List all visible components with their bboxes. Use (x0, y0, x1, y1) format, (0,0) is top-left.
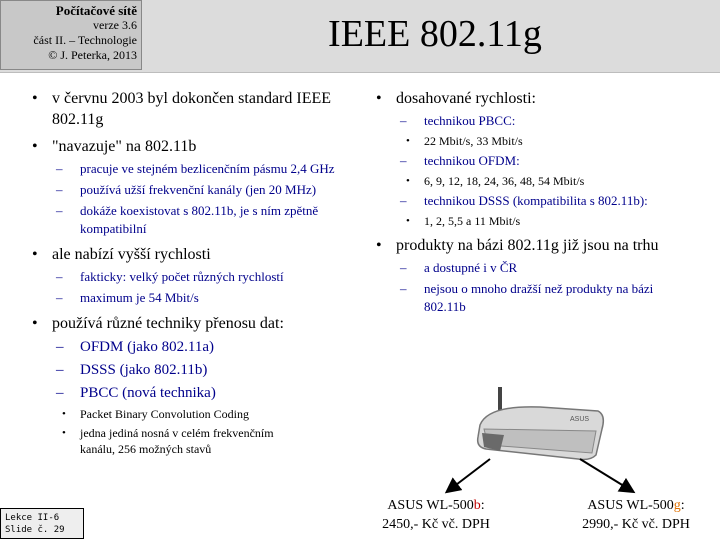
sub-bullet: – a dostupné i v ČR (396, 259, 692, 277)
bullet-speeds: • ale nabízí vyšší rychlosti – fakticky: velký počet různých rychlostí – maximum je 54 Mbit/s (28, 244, 348, 307)
slide-title: IEEE 802.11g (328, 13, 542, 55)
sub-bullet: – dokáže koexistovat s 802.11b, je s ním zpětně kompatibilní (52, 202, 348, 238)
slide-number: Slide č. 29 (5, 525, 65, 535)
sub-sub-bullet: • 1, 2, 5,5 a 11 Mbit/s (396, 213, 692, 229)
sub-sub-bullet: • 22 Mbit/s, 33 Mbit/s (396, 133, 692, 149)
sub-bullet: – technikou PBCC: (396, 112, 692, 130)
sub-bullet: – OFDM (jako 802.11a) (52, 337, 348, 357)
sub-bullet: – pracuje ve stejném bezlicenčním pásmu 2,4 GHz (52, 160, 348, 178)
lecture-box (0, 508, 84, 539)
router-image (470, 385, 608, 465)
product-500g-price: 2990,- Kč vč. DPH (582, 517, 690, 532)
bullet-navazuje: • "navazuje" na 802.11b – pracuje ve stejném bezlicenčním pásmu 2,4 GHz – používá užší frekvenční kanály (jen 20 MHz) – dokáže koexistovat s 802.11b, je s ním zpětně kompatibilní (28, 136, 348, 238)
product-500b-price: 2450,- Kč vč. DPH (382, 517, 490, 532)
left-column (28, 88, 348, 463)
sub-bullet: – technikou OFDM: (396, 152, 692, 170)
bullet-products: • produkty na bázi 802.11g již jsou na trhu – a dostupné i v ČR – nejsou o mnoho dražší než produkty na bázi 802.11b (372, 235, 692, 316)
course-part: část II. – Technologie (33, 33, 137, 47)
suffix-g: g (673, 498, 681, 513)
sub-bullet: – používá užší frekvenční kanály (jen 20 MHz) (52, 181, 348, 199)
bullet-standard: • v červnu 2003 byl dokončen standard IEEE 802.11g (28, 88, 348, 130)
bullet-techniques: • používá různé techniky přenosu dat: – OFDM (jako 802.11a) – DSSS (jako 802.11b) – PBCC (nová technika) • Packet Binary Convolution Coding • jedna jediná nosná v celém frekvenčním kanálu, 256 možných stavů (28, 313, 348, 457)
sub-sub-bullet: • jedna jediná nosná v celém frekvenčním kanálu, 256 možných stavů (52, 425, 280, 457)
header-bar (0, 0, 720, 73)
sub-bullet: – DSSS (jako 802.11b) (52, 360, 348, 380)
sub-sub-bullet: • 6, 9, 12, 18, 24, 36, 48, 54 Mbit/s (396, 173, 692, 189)
lecture-label: Lekce II-6 (5, 513, 60, 523)
product-500b-caption: ASUS WL-500b: 2450,- Kč vč. DPH (356, 496, 516, 534)
sub-bullet: – fakticky: velký počet různých rychlostí (52, 268, 348, 286)
sub-bullet: – maximum je 54 Mbit/s (52, 289, 348, 307)
router-brand: ASUS (570, 416, 590, 423)
suffix-b: b (473, 498, 481, 513)
sub-bullet: – technikou DSSS (kompatibilita s 802.11b): (396, 192, 692, 210)
sub-sub-bullet: • Packet Binary Convolution Coding (52, 406, 348, 422)
arrow-to-500g (580, 459, 632, 491)
course-version: verze 3.6 (93, 18, 137, 32)
right-column (372, 88, 692, 322)
bullet-achieved-speeds: • dosahované rychlosti: – technikou PBCC: • 22 Mbit/s, 33 Mbit/s – technikou OFDM: • 6, 9, 12, 18, 24, 36, 48, 54 Mbit/s – technikou DSSS (kompatibilita s 802.11b): • 1, 2, 5,5 a 11 Mbit/s (372, 88, 692, 229)
course-info-box (0, 0, 142, 70)
sub-bullet: – PBCC (nová technika) (52, 383, 348, 403)
course-copyright: © J. Peterka, 2013 (48, 48, 137, 62)
product-500g-caption: ASUS WL-500g: 2990,- Kč vč. DPH (556, 496, 716, 534)
course-title: Počítačové sítě (55, 3, 137, 18)
sub-bullet: – nejsou o mnoho dražší než produkty na bázi 802.11b (396, 280, 692, 316)
arrow-to-500b (448, 459, 490, 491)
